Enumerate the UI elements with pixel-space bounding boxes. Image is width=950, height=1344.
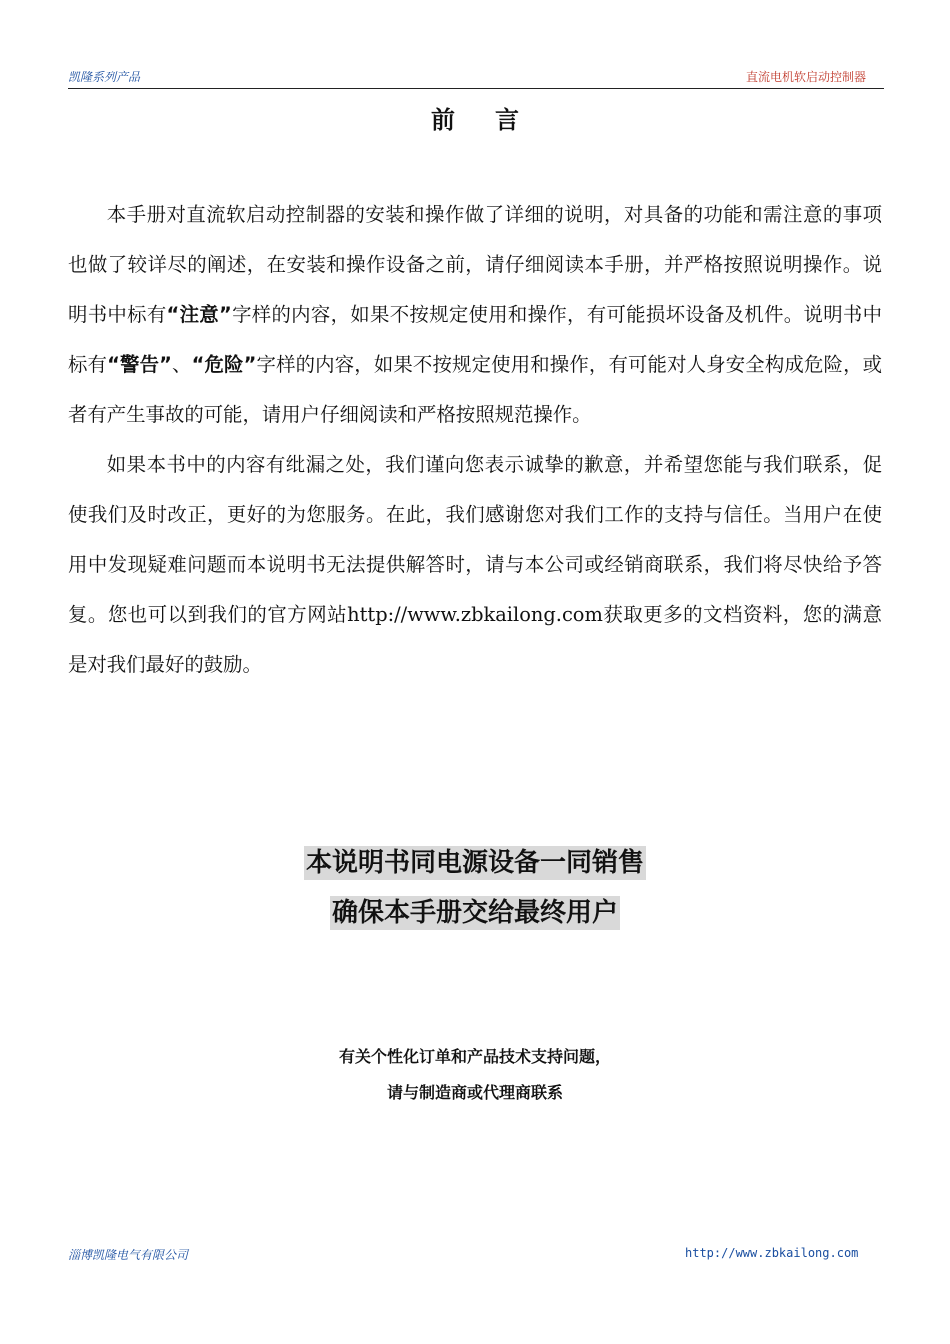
separator: 、 <box>171 353 192 376</box>
preface-paragraph-1 <box>68 190 882 440</box>
paragraph-text: 字样的内容，如果不按规定使用和操作，有可能损坏设备及机件。说明书中标有 <box>68 303 883 376</box>
support-line-1: 有关个性化订单和产品技术支持问题， <box>338 1047 611 1066</box>
page-header <box>68 68 884 89</box>
warning-keyword: “警告” <box>107 353 172 376</box>
notice-keyword: “注意” <box>166 303 232 326</box>
preface-paragraph-2: 如果本书中的内容有纰漏之处，我们谨向您表示诚挚的歉意，并希望您能与我们联系，促使我们及时改正，更好的为您服务。在此，我们感谢您对我们工作的支持与信任。当用户在使用中发现疑难问题而本说明书无法提供解答时，请与本公司或经销商联系，我们将尽快给予答复。您也可以到我们的官方网站http://www.zbkailong.com获取更多的文档资料，您的满意是对我们最好的鼓励。 <box>68 453 882 676</box>
header-product-label: 直流电机软启动控制器 <box>745 70 866 84</box>
notice-line-2 <box>0 892 950 929</box>
page-title: 前言 <box>431 106 559 134</box>
notice-text: 本说明书同电源设备一同销售 <box>305 848 644 878</box>
notice-line-1 <box>0 842 950 879</box>
header-series-label: 凯隆系列产品 <box>68 70 141 84</box>
notice-text: 确保本手册交给最终用户 <box>331 898 618 928</box>
support-line-2: 请与制造商或代理商联系 <box>386 1083 563 1102</box>
preface-body <box>68 190 882 690</box>
footer-website-link[interactable]: http://www.zbkailong.com <box>685 1246 859 1260</box>
danger-keyword: “危险” <box>191 353 257 376</box>
paragraph-text: 本手册对直流软启动控制器的安装和操作做了详细的说明，对具备的功能和需注意的事项也做了较详尽的阐述，在安装和操作设备之前，请仔细阅读本手册，并严格按照说明操作。说明书中标有 <box>68 203 882 326</box>
paragraph-text: 字样的内容，如果不按规定使用和操作，有可能对人身安全构成危险，或者有产生事故的可能，请用户仔细阅读和严格按照规范操作。 <box>68 353 883 426</box>
footer-company: 淄博凯隆电气有限公司 <box>68 1248 189 1262</box>
